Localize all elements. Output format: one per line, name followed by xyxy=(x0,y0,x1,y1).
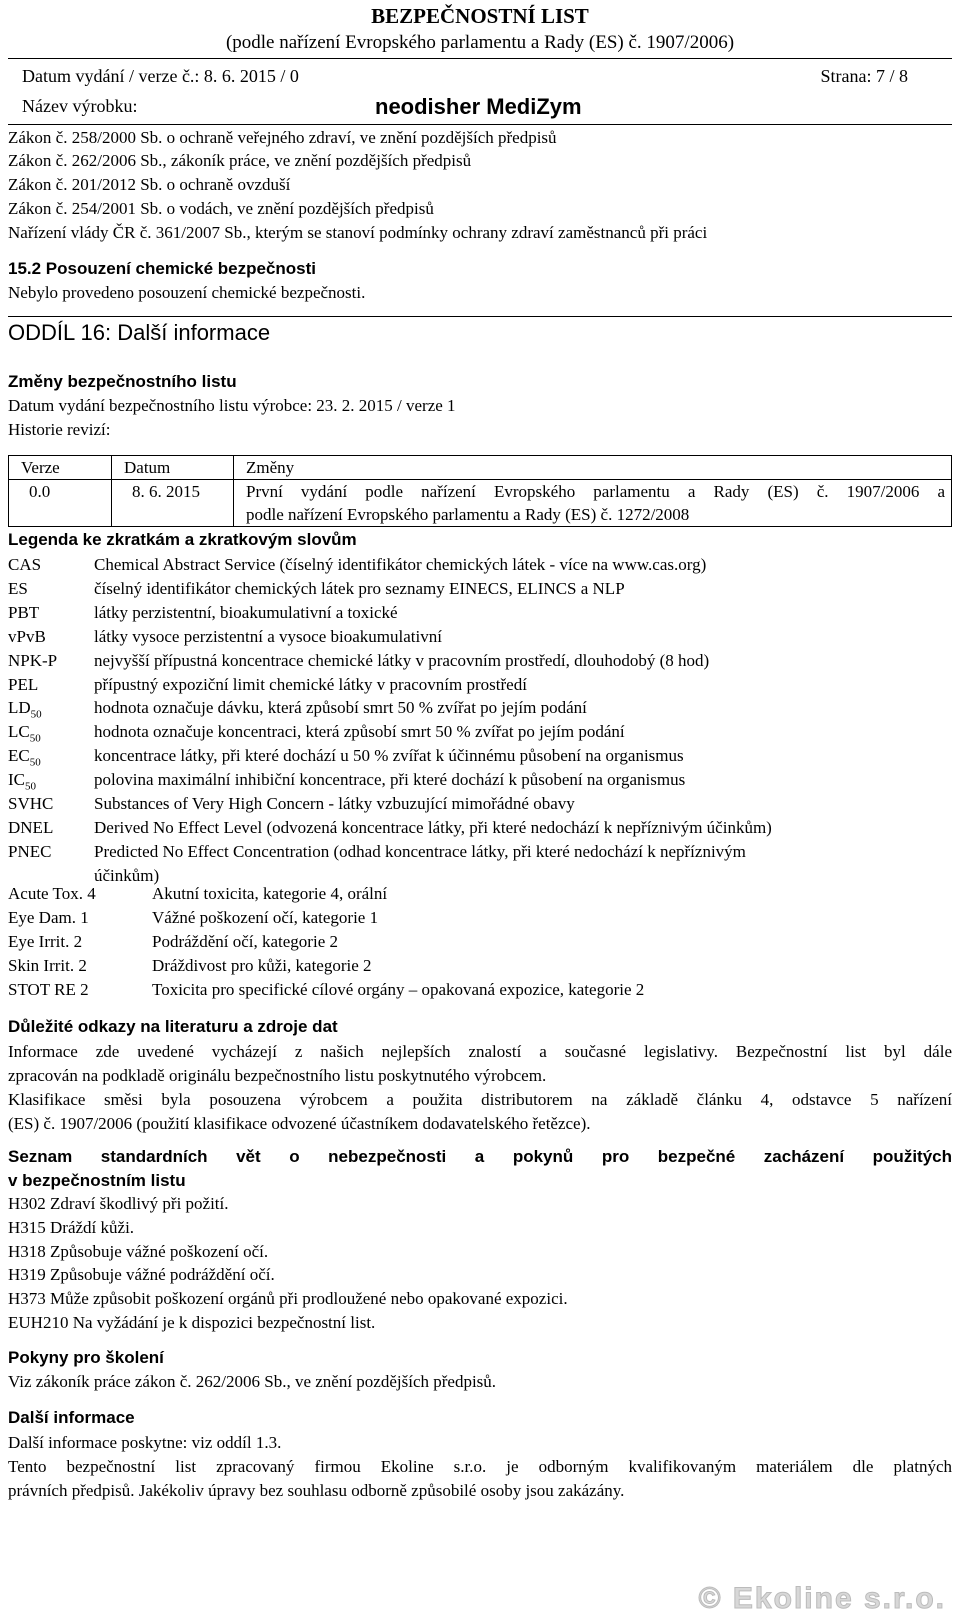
abbreviation-key xyxy=(8,722,41,744)
section-15-2-text: Nebylo provedeno posouzení chemické bezpečnosti. xyxy=(8,283,366,302)
law-item: Zákon č. 254/2001 Sb. o vodách, ve znění pozdějších předpisů xyxy=(8,199,434,218)
abbreviation-key-text: PEL xyxy=(8,675,39,694)
abbreviation-key-text: PNEC xyxy=(8,842,52,861)
other-info-line: Další informace poskytne: viz oddíl 1.3. xyxy=(8,1433,282,1452)
abbreviation-key-text: ES xyxy=(8,579,28,598)
cell-date: 8. 6. 2015 xyxy=(112,480,234,527)
law-item: Nařízení vlády ČR č. 361/2007 Sb., kterým se stanoví podmínky ochrany zdraví zaměstnanců při práci xyxy=(8,223,708,242)
abbreviation-key xyxy=(8,818,53,838)
change-line: První vydání podle nařízení Evropského parlamentu a Rady (ES) č. 1907/2006 a xyxy=(246,482,945,501)
other-info-line: právních předpisů. Jakékoliv úpravy bez souhlasu odborně způsobilé osoby jsou zakázány. xyxy=(8,1481,625,1500)
classification-description: Toxicita pro specifické cílové orgány – opakovaná expozice, kategorie 2 xyxy=(152,980,645,999)
column-header-changes: Změny xyxy=(234,456,952,480)
classification-code: Skin Irrit. 2 xyxy=(8,956,87,975)
cell-version: 0.0 xyxy=(9,480,112,527)
abbreviation-definition: Substances of Very High Concern - látky vzbuzující mimořádné obavy xyxy=(94,794,575,813)
references-text xyxy=(8,1040,952,1136)
section-divider xyxy=(8,316,952,317)
abbreviation-definition: číselný identifikátor chemických látek pro seznamy EINECS, ELINCS a NLP xyxy=(94,579,625,598)
abbreviation-key-text: SVHC xyxy=(8,794,54,813)
revision-table xyxy=(8,455,952,527)
other-info-line: Tento bezpečnostní list zpracovaný firmou Ekoline s.r.o. je odborným kvalifikovaným materiálem dle platných xyxy=(8,1457,952,1476)
abbreviation-key-text: LD xyxy=(8,698,31,717)
product-name: neodisher MediZym xyxy=(375,94,582,119)
phrases-heading xyxy=(8,1145,952,1193)
training-heading: Pokyny pro školení xyxy=(8,1348,164,1367)
abbreviation-key xyxy=(8,675,38,695)
abbreviation-key xyxy=(8,555,41,575)
abbreviation-key-text: EC xyxy=(8,746,30,765)
abbreviation-definition: hodnota označuje dávku, která způsobí smrt 50 % zvířat po jejím podání xyxy=(94,698,587,717)
header-divider xyxy=(8,58,952,59)
references-heading: Důležité odkazy na literaturu a zdroje dat xyxy=(8,1017,338,1036)
classification-code: Acute Tox. 4 xyxy=(8,884,96,903)
page-number: Strana: 7 / 8 xyxy=(820,66,908,86)
abbreviation-subscript: 50 xyxy=(25,780,36,793)
other-info-heading: Další informace xyxy=(8,1408,135,1427)
table-row xyxy=(9,480,952,527)
classification-code: Eye Dam. 1 xyxy=(8,908,89,927)
abbreviation-key xyxy=(8,603,39,623)
other-info-text xyxy=(8,1431,952,1503)
abbreviation-key xyxy=(8,627,46,647)
section-16-title: ODDÍL 16: Další informace xyxy=(8,320,271,345)
legend-heading: Legenda ke zkratkám a zkratkovým slovům xyxy=(8,530,357,549)
abbreviation-key xyxy=(8,698,42,720)
phrase-item: EUH210 Na vyžádání je k dispozici bezpečnostní list. xyxy=(8,1313,376,1332)
column-header-version: Verze xyxy=(9,456,112,480)
classification-code: Eye Irrit. 2 xyxy=(8,932,83,951)
section-15-2-heading: 15.2 Posouzení chemické bezpečnosti xyxy=(8,259,317,278)
header-divider-bottom xyxy=(8,124,952,125)
training-text: Viz zákoník práce zákon č. 262/2006 Sb., ve znění pozdějších předpisů. xyxy=(8,1372,497,1391)
phrase-item: H315 Dráždí kůži. xyxy=(8,1218,135,1237)
abbreviation-key-text: NPK-P xyxy=(8,651,58,670)
abbreviation-definition: Predicted No Effect Concentration (odhad koncentrace látky, při které nedochází k nepříznivým xyxy=(94,842,746,861)
phrase-item: H318 Způsobuje vážné poškození očí. xyxy=(8,1242,269,1261)
abbreviation-key-text: CAS xyxy=(8,555,42,574)
abbreviation-definition: polovina maximální inhibiční koncentrace, při které dochází k působení na organismus xyxy=(94,770,686,789)
abbreviation-definition: nejvyšší přípustná koncentrace chemické látky v pracovním prostředí, dlouhodobý (8 hod) xyxy=(94,651,710,670)
references-line: Informace zde uvedené vycházejí z našich nejlepších znalostí a současné legislativy. Bezpečnostní list byl dále xyxy=(8,1042,952,1061)
abbreviation-key xyxy=(8,651,57,671)
law-item: Zákon č. 258/2000 Sb. o ochraně veřejného zdraví, ve znění pozdějších předpisů xyxy=(8,128,557,147)
abbreviation-subscript: 50 xyxy=(30,708,42,721)
abbreviation-key xyxy=(8,746,41,768)
references-line: zpracován na podkladě originálu bezpečnostního listu poskytnutého výrobcem. xyxy=(8,1066,547,1085)
classification-description: Vážné poškození očí, kategorie 1 xyxy=(152,908,379,927)
issue-date-text: Datum vydání bezpečnostního listu výrobce: 23. 2. 2015 / verze 1 xyxy=(8,396,456,415)
change-line: podle nařízení Evropského parlamentu a Rady (ES) č. 1272/2008 xyxy=(246,505,690,524)
abbreviation-definition: látky vysoce perzistentní a vysoce bioakumulativní xyxy=(94,627,442,646)
abbreviation-definition: přípustný expoziční limit chemické látky v pracovním prostředí xyxy=(94,675,527,694)
phrase-item: H319 Způsobuje vážné podráždění očí. xyxy=(8,1265,275,1284)
phrase-item: H302 Zdraví škodlivý při požití. xyxy=(8,1194,229,1213)
classification-description: Akutní toxicita, kategorie 4, orální xyxy=(152,884,388,903)
references-line: (ES) č. 1907/2006 (použití klasifikace odvozené účastníkem dodavatelského řetězce). xyxy=(8,1114,591,1133)
phrase-item: H373 Může způsobit poškození orgánů při prodloužené nebo opakované expozici. xyxy=(8,1289,568,1308)
abbreviation-key xyxy=(8,794,53,814)
abbreviation-definition: Derived No Effect Level (odvozená koncentrace látky, při které nedochází k nepříznivým účinkům) xyxy=(94,818,772,837)
abbreviation-definition: Chemical Abstract Service (číselný identifikátor chemických látek - více na www.cas.org) xyxy=(94,555,707,574)
abbreviation-key-text: DNEL xyxy=(8,818,54,837)
abbreviation-key-text: LC xyxy=(8,722,30,741)
classification-code: STOT RE 2 xyxy=(8,980,89,999)
abbreviation-key-text: IC xyxy=(8,770,25,789)
phrases-heading-line: v bezpečnostním listu xyxy=(8,1171,186,1190)
abbreviation-key xyxy=(8,579,28,599)
abbreviation-subscript: 50 xyxy=(29,756,41,769)
abbreviation-key-text: PBT xyxy=(8,603,40,622)
abbreviation-key-text: vPvB xyxy=(8,627,46,646)
law-item: Zákon č. 201/2012 Sb. o ochraně ovzduší xyxy=(8,175,291,194)
abbreviation-key xyxy=(8,770,36,792)
classification-description: Podráždění očí, kategorie 2 xyxy=(152,932,338,951)
history-label: Historie revizí: xyxy=(8,420,111,439)
abbreviation-definition: látky perzistentní, bioakumulativní a toxické xyxy=(94,603,398,622)
references-line: Klasifikace směsi byla posouzena výrobcem a použita distributorem na základě článku 4, odstavce 5 nařízení xyxy=(8,1090,952,1109)
abbreviation-definition: hodnota označuje koncentraci, která způsobí smrt 50 % zvířat po jejím podání xyxy=(94,722,625,741)
column-header-date: Datum xyxy=(112,456,234,480)
abbreviation-definition: koncentrace látky, při které dochází u 50 % zvířat k účinnému působení na organismus xyxy=(94,746,684,765)
abbreviation-subscript: 50 xyxy=(29,732,41,745)
document-title: BEZPEČNOSTNÍ LIST xyxy=(371,4,589,28)
classification-description: Dráždivost pro kůži, kategorie 2 xyxy=(152,956,372,975)
abbreviation-definition: účinkům) xyxy=(94,866,160,885)
phrases-heading-line: Seznam standardních vět o nebezpečnosti a pokynů pro bezpečné zacházení použitých xyxy=(8,1147,952,1166)
product-label: Název výrobku: xyxy=(22,96,138,116)
law-item: Zákon č. 262/2006 Sb., zákoník práce, ve znění pozdějších předpisů xyxy=(8,151,472,170)
table-header-row xyxy=(9,456,952,480)
changes-heading: Změny bezpečnostního listu xyxy=(8,372,237,391)
abbreviation-key xyxy=(8,842,51,862)
ekoline-logo: © Ekoline s.r.o. xyxy=(698,1582,946,1615)
cell-changes xyxy=(234,480,952,527)
issue-date-version: Datum vydání / verze č.: 8. 6. 2015 / 0 xyxy=(22,66,299,86)
document-subtitle: (podle nařízení Evropského parlamentu a Rady (ES) č. 1907/2006) xyxy=(225,32,735,53)
